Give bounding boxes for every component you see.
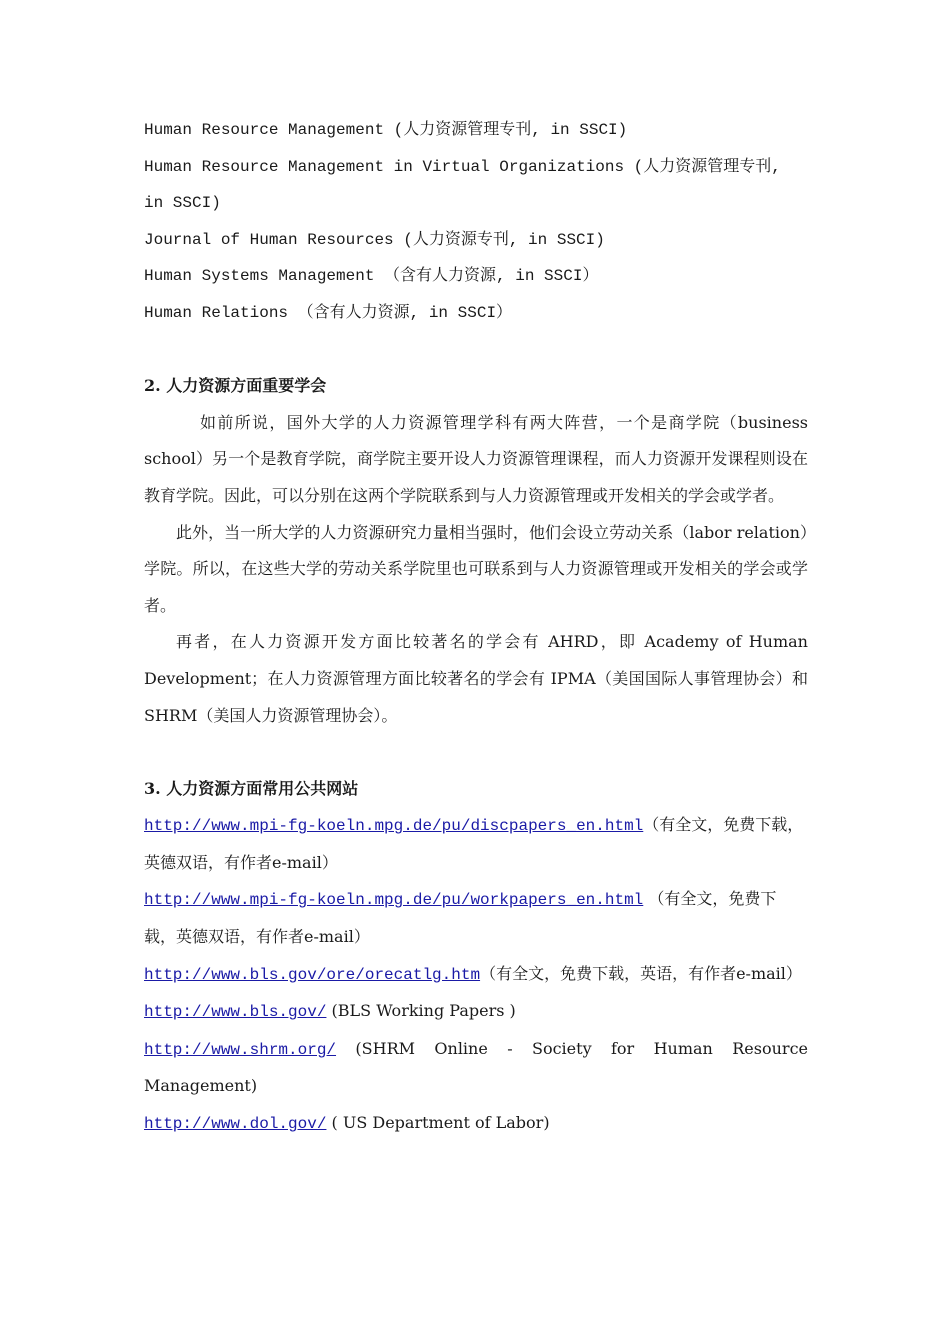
link-entry <box>144 881 808 955</box>
document-page <box>144 112 808 1143</box>
paragraph: 此外，当一所大学的人力资源研究力量相当强时，他们会设立劳动关系（labor relation）学院。所以，在这些大学的劳动关系学院里也可联系到与人力资源管理或开发相关的学会或学者。 <box>144 522 808 615</box>
journal-item: Human Resource Management (人力资源管理专刊, in SSCI) <box>144 121 628 139</box>
link-note: (BLS Working Papers ) <box>326 1001 516 1021</box>
section-gap <box>144 734 808 771</box>
section-heading: 2. 人力资源方面重要学会 <box>144 376 327 396</box>
link-entry <box>144 1031 808 1105</box>
paragraph: 如前所说，国外大学的人力资源管理学科有两大阵营，一个是商学院（business school）另一个是教育学院，商学院主要开设人力资源管理课程，而人力资源开发课程则设在教育学院。因此，可以分别在这两个学院联系到与人力资源管理或开发相关的学会或学者。 <box>144 412 808 505</box>
link-note: （有全文，免费下载，英语，有作者e-mail） <box>480 963 802 983</box>
link-note: (SHRM Online - Society for Human Resource Management) <box>144 1038 808 1096</box>
website-link[interactable]: http://www.shrm.org/ <box>144 1040 337 1059</box>
journal-item: Human Systems Management （含有人力资源, in SSCI） <box>144 267 599 286</box>
link-entry <box>144 956 808 994</box>
website-link[interactable]: http://www.bls.gov/ <box>144 1003 327 1022</box>
link-entry <box>144 1105 808 1143</box>
website-link[interactable]: http://www.mpi-fg-koeln.mpg.de/pu/discpapers_en.html <box>144 817 644 836</box>
section-heading: 3. 人力资源方面常用公共网站 <box>144 778 359 798</box>
journal-item: Journal of Human Resources (人力资源专刊, in SSCI) <box>144 230 605 249</box>
journal-item: Human Resource Management in Virtual Organizations (人力资源管理专刊, <box>144 157 781 176</box>
website-link[interactable]: http://www.mpi-fg-koeln.mpg.de/pu/workpapers_en.html <box>144 891 644 910</box>
link-note: （有全文，免费下载，英德双语，有作者e-mail） <box>144 889 777 947</box>
link-note: （有全文，免费下载，英德双语，有作者e-mail） <box>144 815 804 872</box>
section-gap <box>144 332 808 369</box>
link-entry <box>144 807 808 881</box>
journal-item: in SSCI) <box>144 194 221 213</box>
website-link[interactable]: http://www.bls.gov/ore/orecatlg.htm <box>144 965 481 984</box>
journal-list <box>144 112 808 332</box>
link-note: ( US Department of Labor) <box>326 1113 550 1133</box>
link-entry <box>144 993 808 1031</box>
journal-item: Human Relations （含有人力资源, in SSCI） <box>144 303 513 322</box>
website-link[interactable]: http://www.dol.gov/ <box>144 1115 327 1134</box>
paragraph: 再者，在人力资源开发方面比较著名的学会有 AHRD，即 Academy of Human Development；在人力资源管理方面比较著名的学会有 IPMA（美国国际人事管理协会）和SHRM（美国人力资源管理协会）。 <box>144 632 808 725</box>
